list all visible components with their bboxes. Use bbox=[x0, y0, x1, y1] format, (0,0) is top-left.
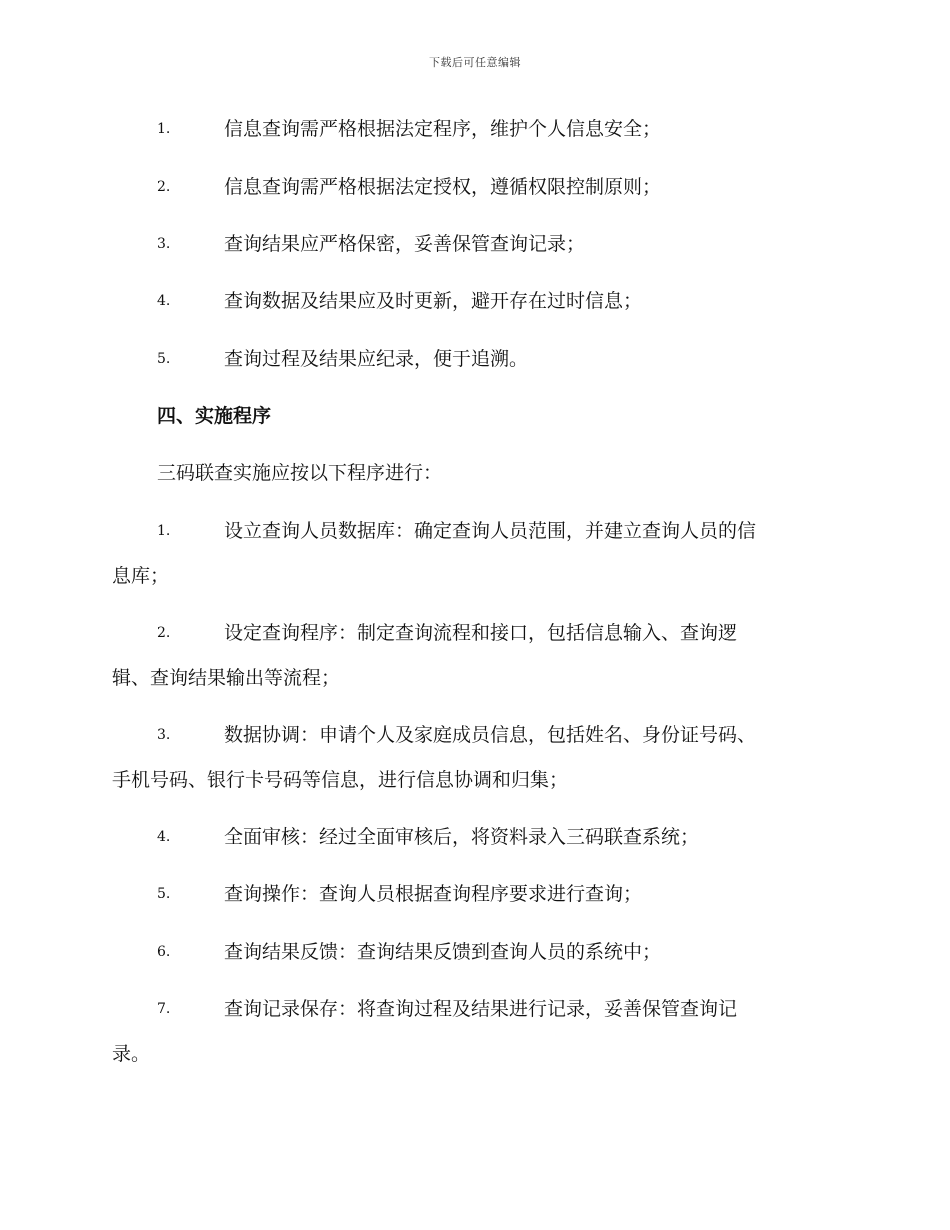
list-item-text: 查询过程及结果应纪录，便于追溯。 bbox=[224, 348, 529, 370]
list-item-number: 2. bbox=[157, 625, 171, 641]
list-item-text: 查询结果应严格保密，妥善保管查询记录； bbox=[224, 233, 586, 255]
list-item-text: 信息查询需严格根据法定程序，维护个人信息安全； bbox=[224, 118, 662, 140]
list-item-continuation: 辑、查询结果输出等流程； bbox=[112, 667, 341, 689]
list-item-number: 3. bbox=[157, 727, 171, 743]
list-item-number: 5. bbox=[157, 886, 171, 902]
section-intro: 三码联查实施应按以下程序进行： bbox=[157, 462, 443, 484]
list-item-number: 5. bbox=[157, 351, 171, 367]
list-item-number: 7. bbox=[157, 1001, 171, 1017]
list-item-number: 4. bbox=[157, 293, 171, 309]
list-item-text: 查询结果反馈：查询结果反馈到查询人员的系统中； bbox=[224, 941, 662, 963]
list-item-text: 信息查询需严格根据法定授权，遵循权限控制原则； bbox=[224, 176, 662, 198]
list-item-number: 3. bbox=[157, 236, 171, 252]
list-item-text: 设定查询程序：制定查询流程和接口，包括信息输入、查询逻 bbox=[224, 622, 738, 644]
page-header: 下载后可任意编辑 bbox=[429, 56, 521, 69]
list-item-number: 6. bbox=[157, 944, 171, 960]
list-item-number: 2. bbox=[157, 179, 171, 195]
list-item-number: 1. bbox=[157, 121, 171, 137]
list-item-continuation: 息库； bbox=[112, 565, 170, 587]
list-item-text: 设立查询人员数据库：确定查询人员范围，并建立查询人员的信 bbox=[224, 520, 757, 542]
list-item-number: 4. bbox=[157, 829, 171, 845]
list-item-number: 1. bbox=[157, 523, 171, 539]
list-item-text: 查询数据及结果应及时更新，避开存在过时信息； bbox=[224, 290, 643, 312]
section-heading: 四、实施程序 bbox=[157, 405, 272, 427]
list-item-text: 查询操作：查询人员根据查询程序要求进行查询； bbox=[224, 883, 643, 905]
list-item-text: 数据协调：申请个人及家庭成员信息，包括姓名、身份证号码、 bbox=[224, 724, 757, 746]
list-item-text: 查询记录保存：将查询过程及结果进行记录，妥善保管查询记 bbox=[224, 998, 738, 1020]
list-item-text: 全面审核：经过全面审核后，将资料录入三码联查系统； bbox=[224, 826, 700, 848]
list-item-continuation: 录。 bbox=[112, 1043, 151, 1065]
list-item-continuation: 手机号码、银行卡号码等信息，进行信息协调和归集； bbox=[112, 769, 569, 791]
